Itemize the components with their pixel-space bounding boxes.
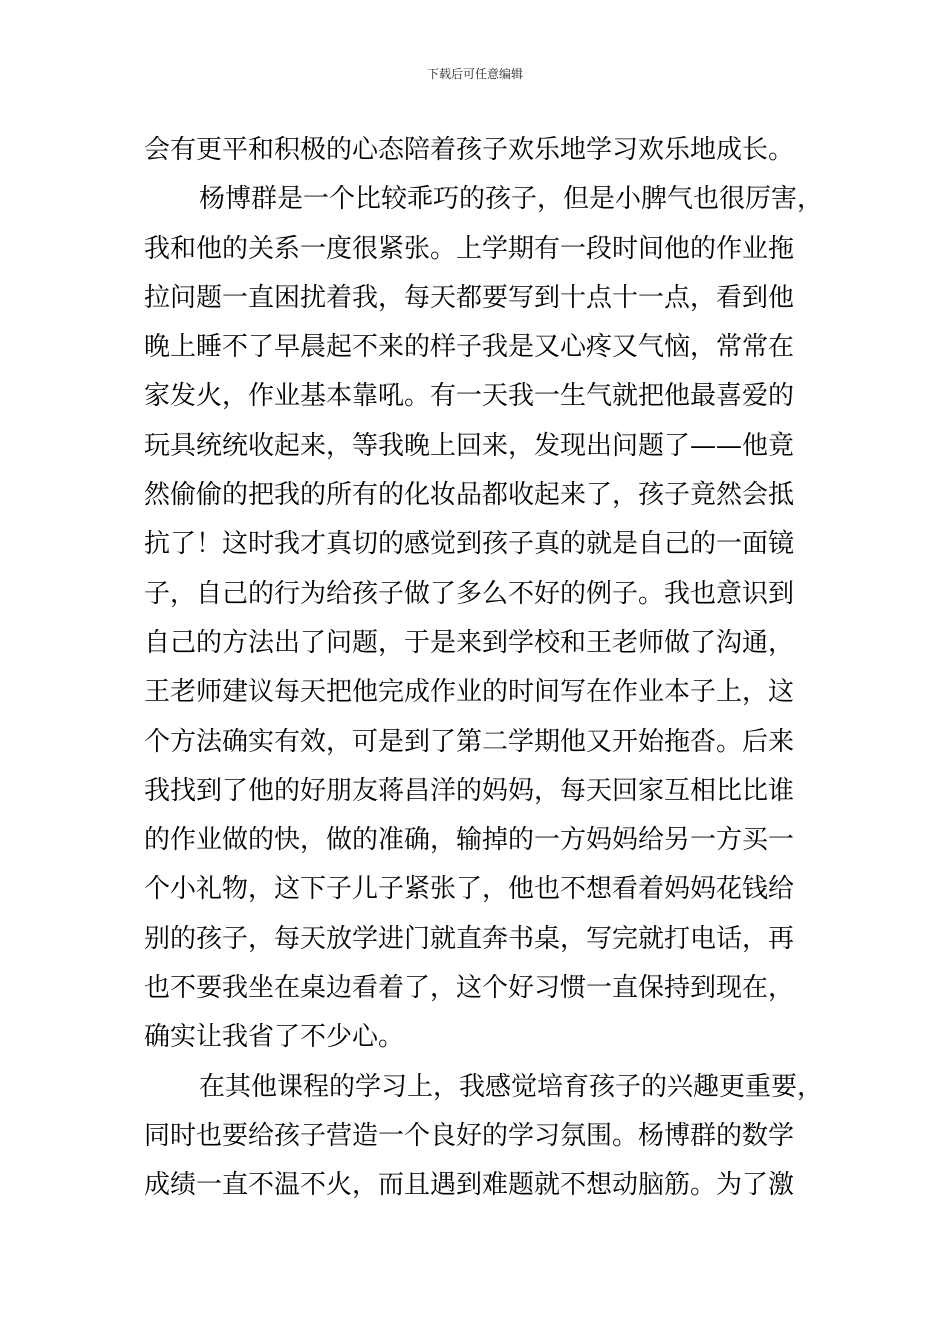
text-line: 确实让我省了不少心。: [144, 1022, 405, 1053]
text-line: 个小礼物，这下子儿子紧张了，他也不想看着妈妈花钱给: [144, 874, 795, 905]
document-body: [144, 126, 824, 1211]
text-line: 王老师建议每天把他完成作业的时间写在作业本子上，这: [144, 677, 795, 708]
text-line: 同时也要给孩子营造一个良好的学习氛围。杨博群的数学: [144, 1120, 795, 1151]
text-line: 我找到了他的好朋友蒋昌洋的妈妈，每天回家互相比比谁: [144, 775, 795, 806]
text-line: 然偷偷的把我的所有的化妆品都收起来了，孩子竟然会抵: [144, 480, 795, 511]
text-line: 也不要我坐在桌边看着了，这个好习惯一直保持到现在，: [144, 973, 795, 1004]
text-line: 自己的方法出了问题，于是来到学校和王老师做了沟通，: [144, 627, 795, 658]
text-line: 在其他课程的学习上，我感觉培育孩子的兴趣更重要，: [199, 1071, 824, 1102]
text-line: 家发火，作业基本靠吼。有一天我一生气就把他最喜爱的: [144, 381, 795, 412]
text-line: 玩具统统收起来，等我晚上回来，发现出问题了——他竟: [144, 430, 795, 461]
text-line: 成绩一直不温不火，而且遇到难题就不想动脑筋。为了激: [144, 1170, 795, 1201]
text-line: 杨博群是一个比较乖巧的孩子，但是小脾气也很厉害，: [199, 184, 824, 215]
text-line: 抗了！这时我才真切的感觉到孩子真的就是自己的一面镜: [144, 529, 795, 560]
text-line: 子，自己的行为给孩子做了多么不好的例子。我也意识到: [144, 578, 795, 609]
page-header-note: 下载后可任意编辑: [426, 67, 523, 81]
text-line: 我和他的关系一度很紧张。上学期有一段时间他的作业拖: [144, 233, 795, 264]
text-line: 会有更平和积极的心态陪着孩子欢乐地学习欢乐地成长。: [144, 135, 795, 165]
text-line: 的作业做的快，做的准确，输掉的一方妈妈给另一方买一: [144, 825, 795, 856]
text-line: 拉问题一直困扰着我，每天都要写到十点十一点，看到他: [144, 282, 795, 313]
text-line: 晚上睡不了早晨起不来的样子我是又心疼又气恼，常常在: [144, 332, 795, 363]
text-line: 个方法确实有效，可是到了第二学期他又开始拖沓。后来: [144, 726, 795, 757]
text-line: 别的孩子，每天放学进门就直奔书桌，写完就打电话，再: [144, 923, 795, 954]
